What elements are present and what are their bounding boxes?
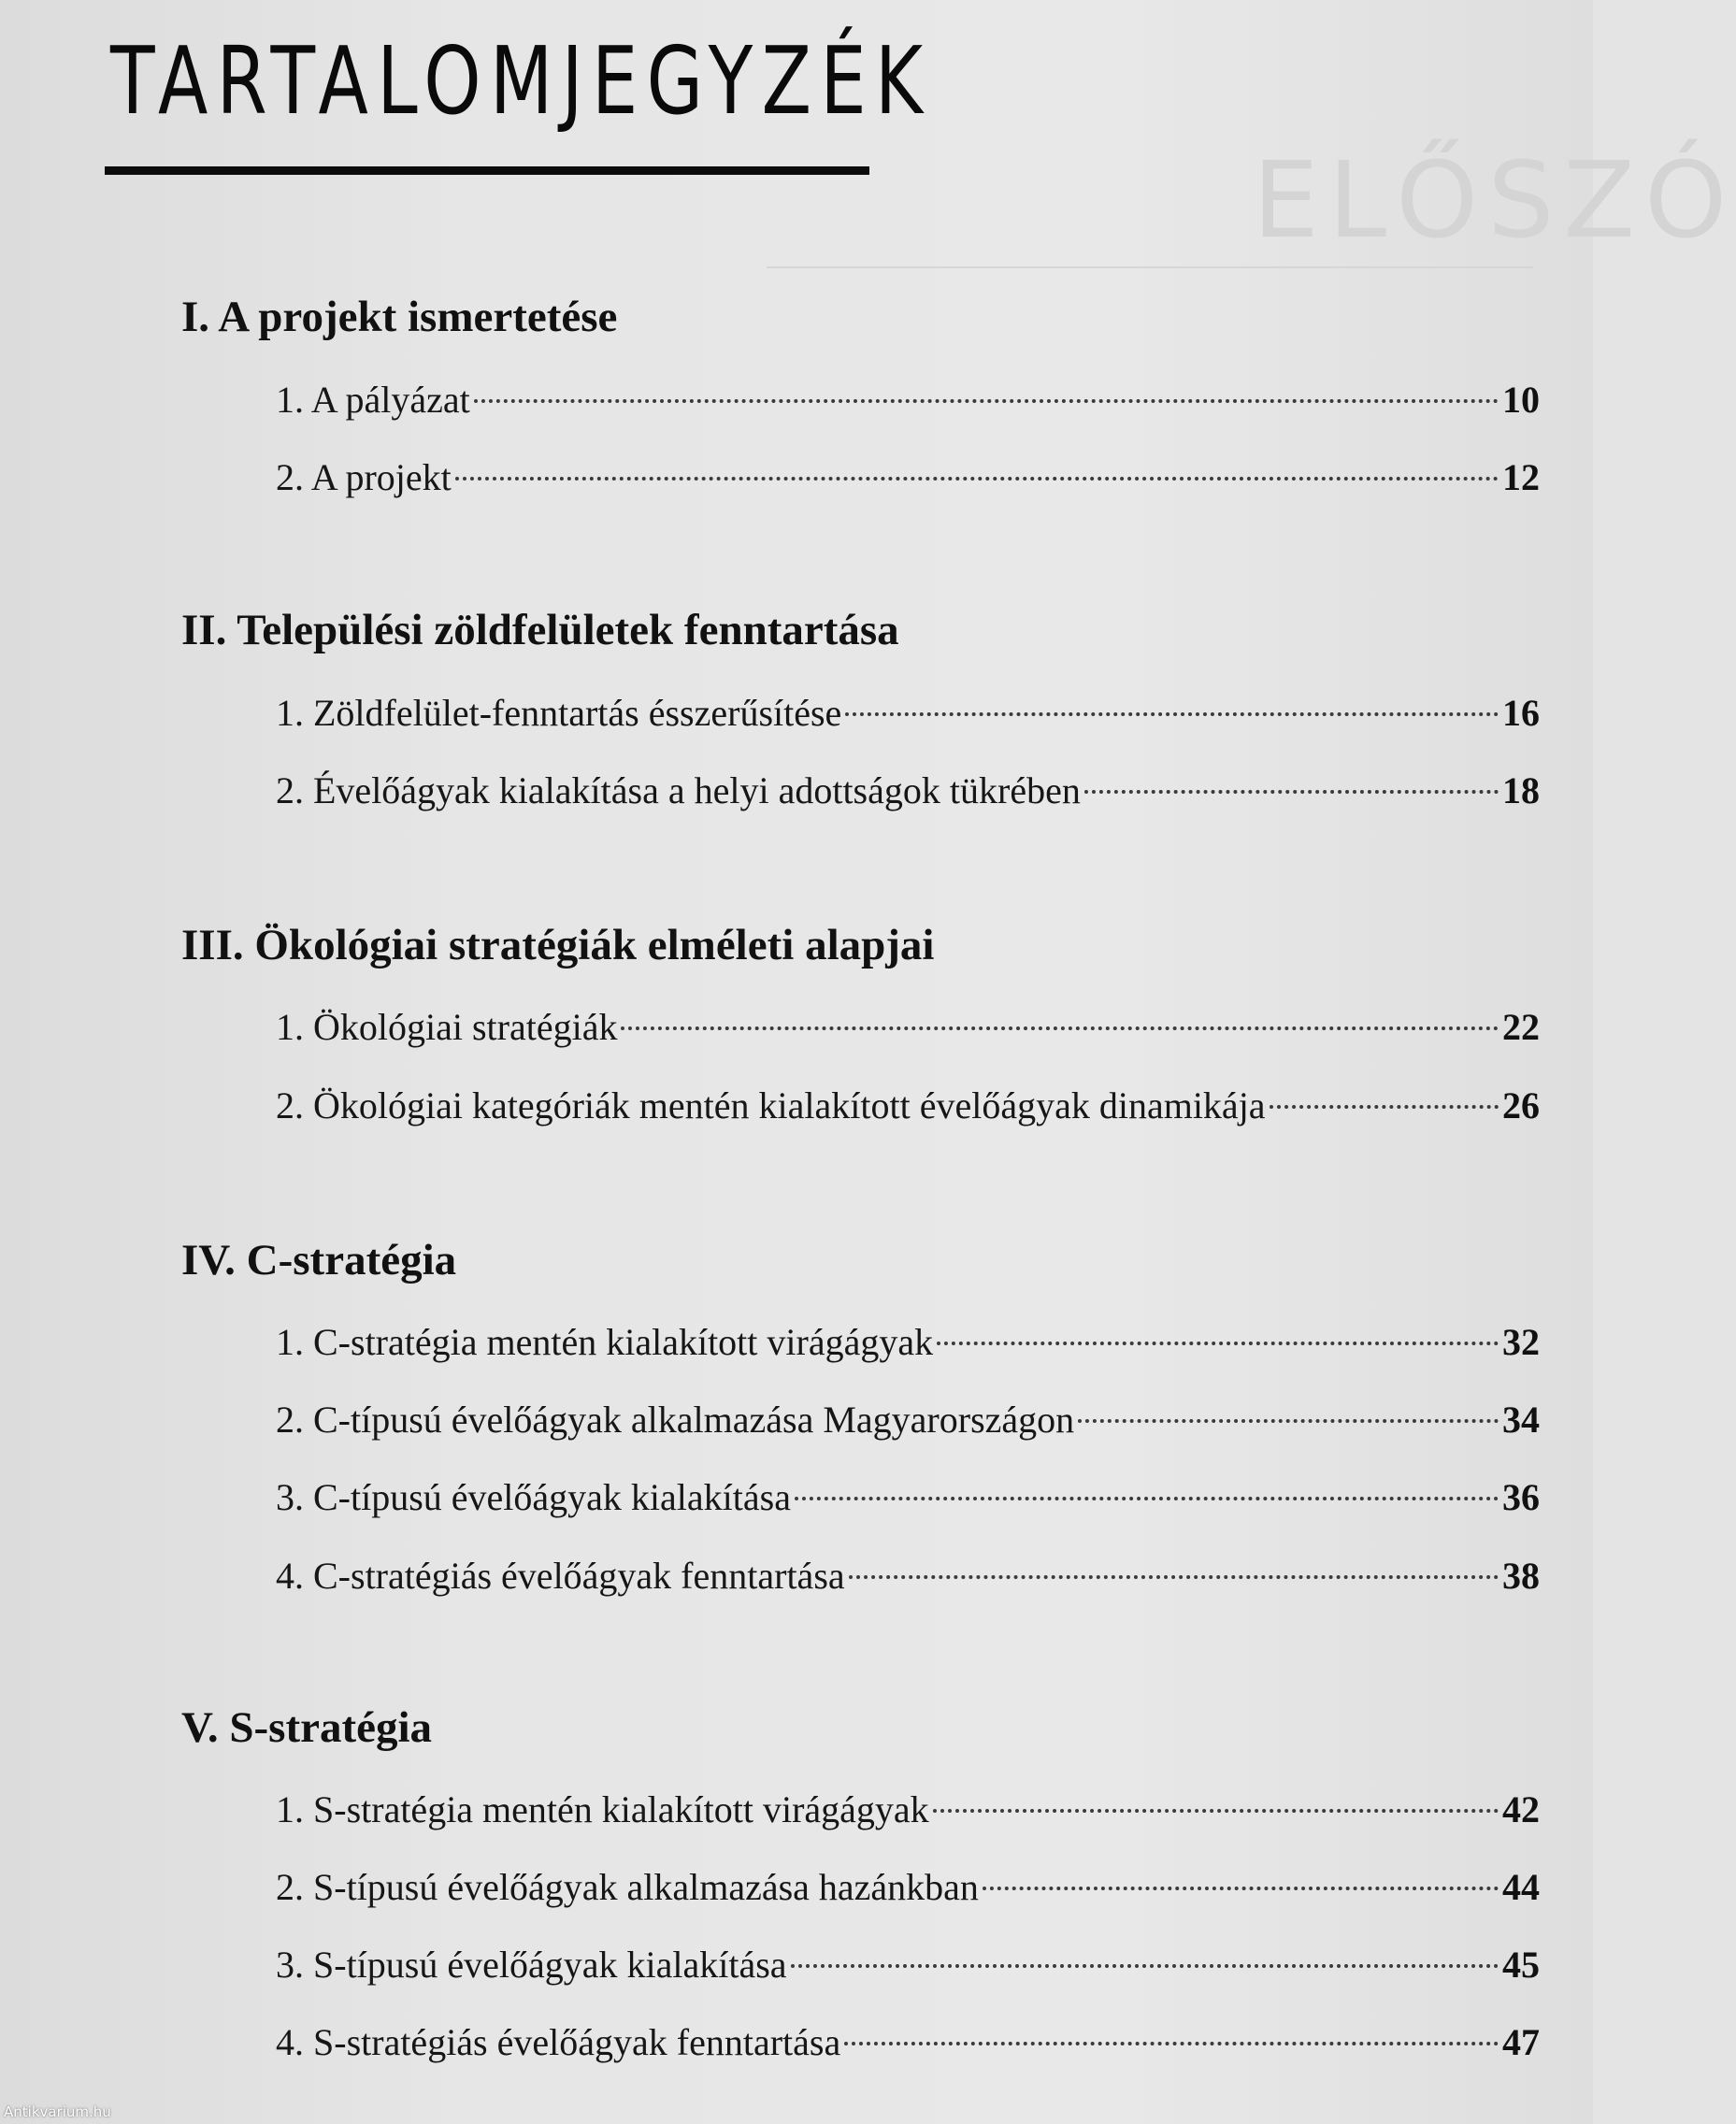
toc-entry[interactable] — [276, 450, 1540, 506]
dot-leader — [849, 1575, 1499, 1579]
toc-entry-page: 12 — [1502, 456, 1540, 498]
section-heading-2: II. Települési zöldfelületek fenntartása — [181, 606, 899, 654]
toc-entry-page: 10 — [1502, 379, 1540, 421]
dot-leader — [795, 1497, 1499, 1500]
toc-entry-label: 1. Ökológiai stratégiák — [276, 1006, 618, 1048]
toc-entry[interactable] — [276, 1314, 1540, 1371]
toc-entry-page: 36 — [1502, 1476, 1540, 1518]
dot-leader — [1084, 790, 1499, 794]
toc-entry-label: 3. S-típusú évelőágyak kialakítása — [276, 1944, 787, 1986]
toc-entry[interactable] — [276, 763, 1540, 819]
toc-entry-page: 44 — [1502, 1866, 1540, 1908]
dot-leader — [621, 1026, 1499, 1030]
dot-leader — [1270, 1105, 1499, 1109]
toc-entry[interactable] — [276, 1470, 1540, 1526]
toc-entry-label: 2. S-típusú évelőágyak alkalmazása hazánkban — [276, 1866, 979, 1908]
toc-entry-page: 47 — [1502, 2021, 1540, 2063]
toc-entry-page: 42 — [1502, 1788, 1540, 1830]
toc-entry-label: 2. Ökológiai kategóriák mentén kialakított évelőágyak dinamikája — [276, 1084, 1266, 1127]
dot-leader — [933, 1809, 1499, 1813]
bleed-through-title: ELŐSZÓ — [1253, 140, 1736, 262]
toc-entry-label: 1. A pályázat — [276, 379, 470, 421]
toc-entry[interactable] — [276, 1392, 1540, 1448]
toc-entry-page: 34 — [1502, 1399, 1540, 1441]
toc-entry[interactable] — [276, 2015, 1540, 2071]
section-heading-3: III. Ökológiai stratégiák elméleti alapjai — [181, 921, 935, 969]
page-title: TARTALOMJEGYZÉK — [110, 26, 932, 136]
toc-entry[interactable] — [276, 999, 1540, 1055]
toc-entry-label: 1. S-stratégia mentén kialakított virágágyak — [276, 1788, 929, 1830]
section-heading-5: V. S-stratégia — [181, 1703, 433, 1752]
dot-leader — [844, 2042, 1499, 2045]
dot-leader — [845, 712, 1499, 716]
toc-entry[interactable] — [276, 685, 1540, 741]
toc-entry-page: 45 — [1502, 1944, 1540, 1986]
section-heading-1: I. A projekt ismertetése — [181, 293, 618, 341]
toc-entry-label: 3. C-típusú évelőágyak kialakítása — [276, 1476, 791, 1518]
toc-entry-label: 2. Évelőágyak kialakítása a helyi adottságok tükrében — [276, 769, 1081, 811]
toc-entry-label: 4. C-stratégiás évelőágyak fenntartása — [276, 1555, 845, 1597]
toc-entry-label: 2. C-típusú évelőágyak alkalmazása Magyarországon — [276, 1399, 1075, 1441]
toc-entry[interactable] — [276, 1078, 1540, 1134]
toc-entry[interactable] — [276, 1859, 1540, 1916]
toc-entry-label: 2. A projekt — [276, 456, 452, 498]
toc-entry[interactable] — [276, 372, 1540, 428]
toc-entry[interactable] — [276, 1937, 1540, 1993]
dot-leader — [1078, 1419, 1499, 1423]
section-heading-4: IV. C-stratégia — [181, 1236, 457, 1284]
toc-entry-page: 32 — [1502, 1321, 1540, 1363]
dot-leader — [937, 1342, 1499, 1345]
toc-entry-label: 1. C-stratégia mentén kialakított virágágyak — [276, 1321, 934, 1363]
dot-leader — [455, 477, 1499, 481]
toc-entry-page: 26 — [1502, 1084, 1540, 1127]
dot-leader — [474, 399, 1499, 403]
site-watermark: Antikvarium.hu — [4, 2103, 111, 2120]
toc-entry-page: 18 — [1502, 769, 1540, 811]
toc-entry-label: 4. S-stratégiás évelőágyak fenntartása — [276, 2021, 841, 2063]
toc-entry-page: 38 — [1502, 1555, 1540, 1597]
toc-entry-label: 1. Zöldfelület-fenntartás ésszerűsítése — [276, 692, 842, 734]
toc-entry-page: 22 — [1502, 1006, 1540, 1048]
toc-entry[interactable] — [276, 1548, 1540, 1604]
dot-leader — [791, 1964, 1499, 1968]
toc-entry[interactable] — [276, 1782, 1540, 1838]
toc-entry-page: 16 — [1502, 692, 1540, 734]
dot-leader — [983, 1887, 1499, 1890]
